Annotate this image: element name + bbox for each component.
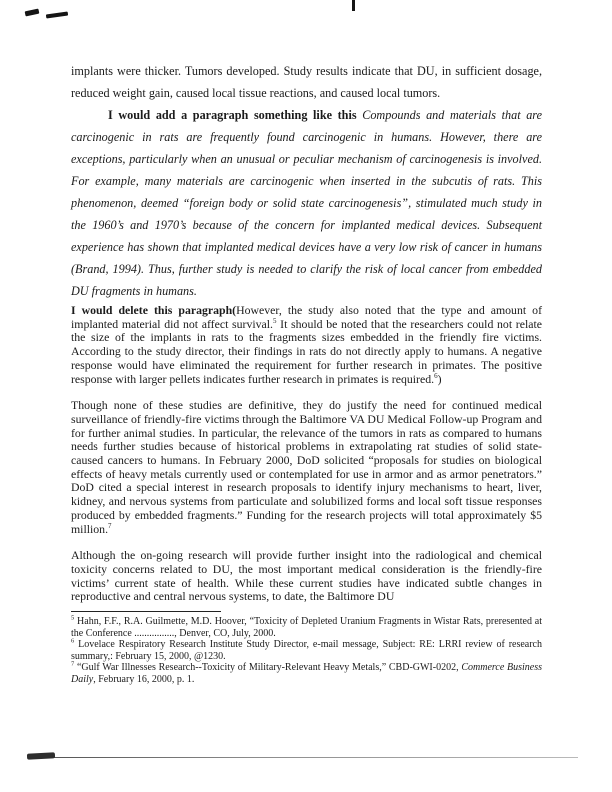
- scan-artifact-top-left-2: [46, 11, 68, 18]
- paragraph-delete-suggestion: [71, 304, 542, 386]
- footnote-ref-5: 5: [272, 316, 277, 325]
- footnote-6-text: Lovelace Respiratory Research Institute Study Director, e-mail message, Subject: RE: LRRI review of research summary,: February 15, 2000, @1230.: [71, 639, 542, 662]
- footnotes-section: [71, 611, 542, 685]
- scan-artifact-top-left-1: [25, 9, 40, 17]
- footnote-7-marker: 7: [71, 660, 75, 668]
- paragraph-study-results: implants were thicker. Tumors developed. Study results indicate that DU, in sufficient dosage, reduced weight gain, caused local tissue reactions, and caused local tumors.: [71, 64, 542, 100]
- footnote-6: [71, 639, 542, 662]
- footnote-5: [71, 616, 542, 639]
- document-body: [71, 60, 542, 685]
- delete-paragraph-text-a: However, the study also noted that the type and amount of implanted material did not affect survival.: [71, 303, 542, 331]
- footnote-ref-7: 7: [108, 521, 112, 530]
- footnote-7-text-b: , February 16, 2000, p. 1.: [93, 673, 195, 685]
- footnote-separator-rule: [71, 611, 221, 612]
- paragraph-continued-surveillance: [71, 399, 542, 536]
- footnote-7: [71, 662, 542, 685]
- footnote-7-publication-title: Commerce Business Daily: [71, 662, 542, 685]
- delete-paragraph-text-b: It should be noted that the researchers could not relate the size of the implants in rats to the fragments sizes embedded in the friendly fire victims. According to the study director, their findings in rats do not directly apply to humans. A negative response would have eliminated the requirement for further research in primates. The positive response with larger pellets indicates further research in primates is required.: [71, 316, 542, 386]
- delete-paragraph-close-paren: ): [437, 371, 442, 386]
- bold-lead-delete-paragraph: I would delete this paragraph(: [71, 303, 237, 317]
- italic-suggested-paragraph-text: Compounds and materials that are carcinogenic in rats are frequently found carcinogenic in humans. However, there are exceptions, particularly when an unusual or peculiar mechanism of carcinogenesis is involved. For example, many materials are carcinogenic when inserted in the subcutis of rats. This phenomenon, deemed “foreign body or solid state carcinogenesis”, stimulated much study in the 1960’s and 1970’s because of the concern for implanted medical devices. Subsequent experience has shown that implanted medical devices have a very low risk of cancer in humans (Brand, 1994). Thus, further study is needed to clarify the risk of local cancer from embedded DU fragments in humans.: [71, 108, 542, 298]
- paragraph-add-suggestion: [71, 104, 542, 302]
- footnote-6-marker: 6: [71, 637, 75, 645]
- bold-lead-add-paragraph: I would add a paragraph something like this: [108, 108, 357, 122]
- scan-artifact-bottom-line: [30, 757, 578, 758]
- footnote-ref-6: 6: [434, 371, 438, 380]
- scan-artifact-top-tick: [352, 0, 355, 11]
- paragraph-ongoing-research: Although the on-going research will provide further insight into the radiological and chemical toxicity concerns related to DU, the most important medical consideration is the friendly-fire victims’ current state of health. While these current studies have indicated subtle changes in reproductive and central nervous systems, to date, the Baltimore DU: [71, 548, 542, 604]
- surveillance-paragraph-text: Though none of these studies are definitive, they do justify the need for continued medical surveillance of friendly-fire victims through the Baltimore VA DU Medical Follow-up Program and for further animal studies. In particular, the relevance of the tumors in rats as compared to humans needs further studies because of historical problems in extrapolating rat studies of solid state-caused cancers to humans. In February 2000, DoD solicited “proposals for studies on biological effects of heavy metals currently used or contemplated for use in armor and as armor penetrators.” DoD cited a special interest in research proposals to identify injury mechanisms to heart, liver, kidney, and nervous systems from particulate and solubilized forms and local soft tissue responses produced by embedded fragments.” Funding for the research projects will total approximately $5 million.: [71, 398, 542, 536]
- footnote-7-text-a: “Gulf War Illnesses Research--Toxicity of Military-Relevant Heavy Metals,” CBD-GWI-0202,: [74, 662, 462, 674]
- footnote-5-text: Hahn, F.F., R.A. Guilmette, M.D. Hoover, “Toxicity of Depleted Uranium Fragments in Wistar Rats, preresented at the Conference ................, Denver, CO, July, 2000.: [71, 616, 542, 639]
- footnote-5-marker: 5: [71, 614, 75, 622]
- scan-artifact-bottom-blob: [27, 752, 55, 759]
